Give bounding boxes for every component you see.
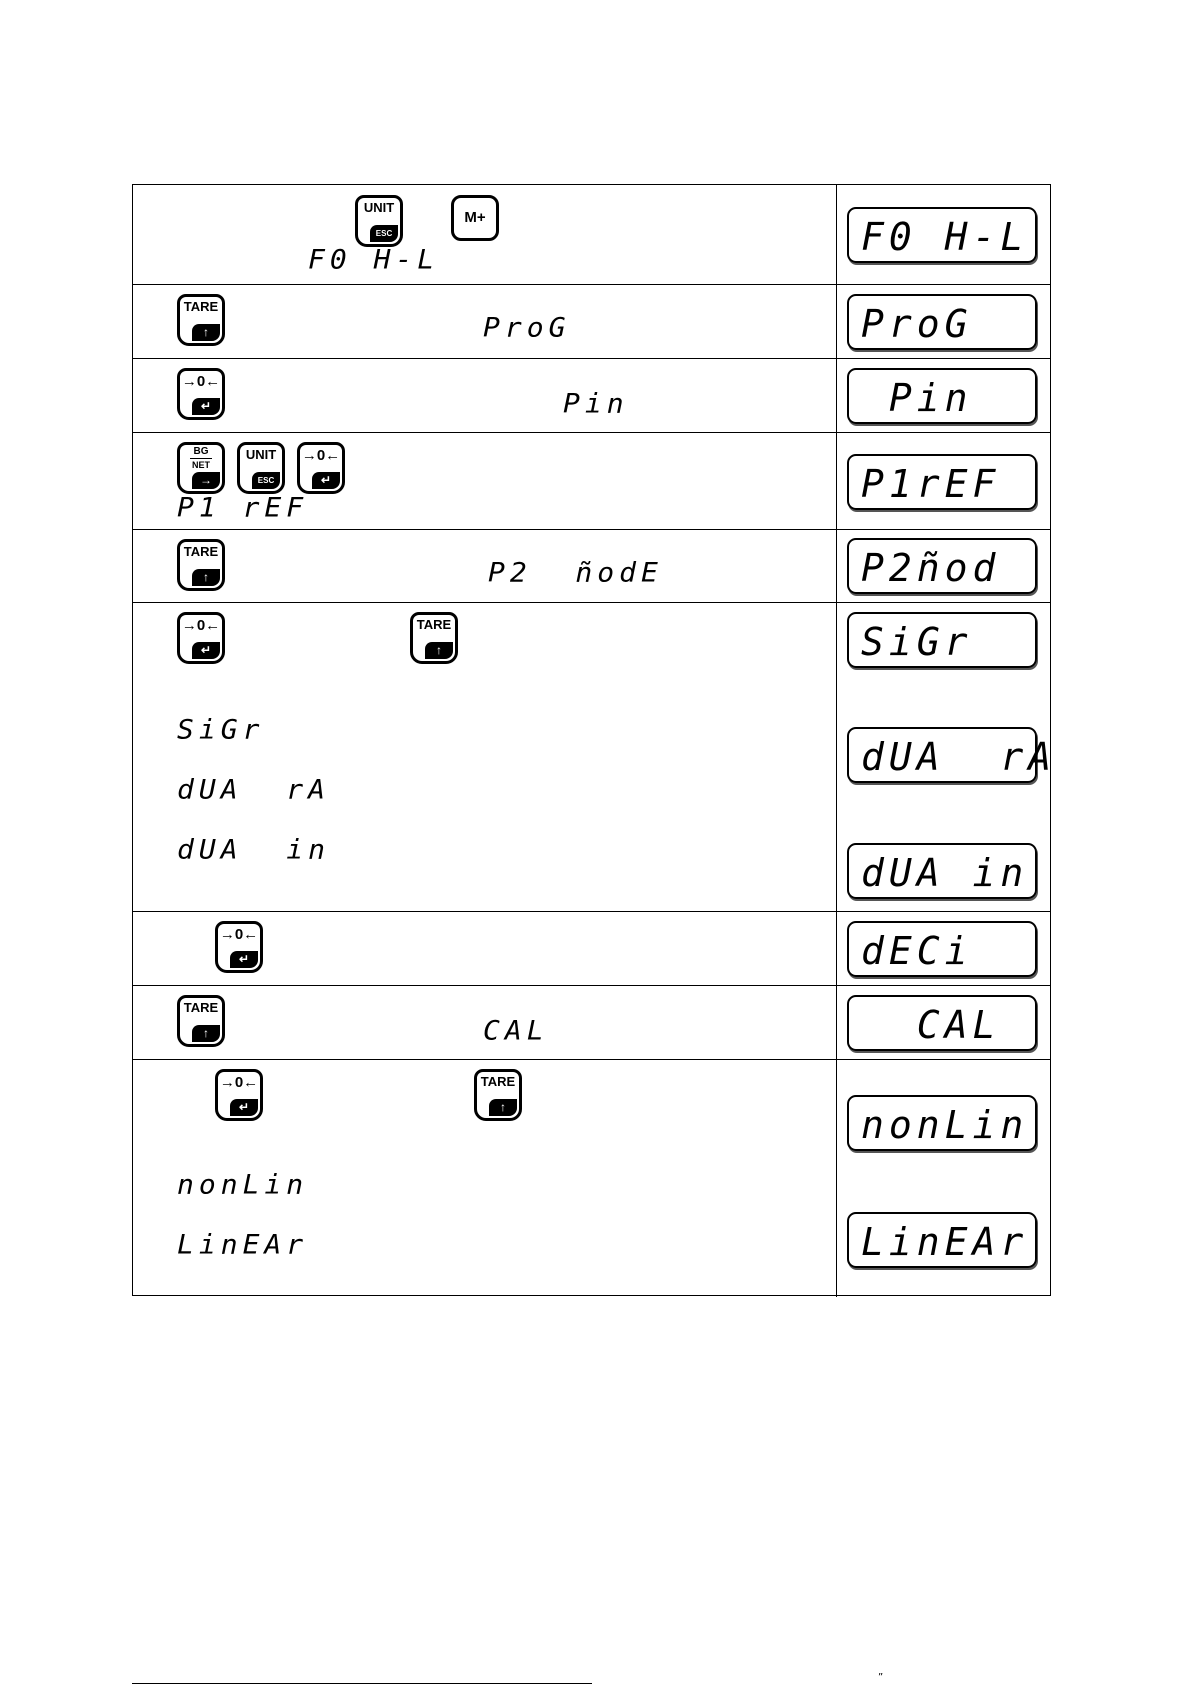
- table-row: [133, 985, 1050, 1059]
- table-row: [133, 284, 1050, 358]
- tare-key-icon: TARE ↑: [474, 1069, 522, 1121]
- lcd-display: LinEAr: [847, 1212, 1037, 1268]
- unit-esc-key-icon: UNIT ESC: [237, 442, 285, 494]
- lcd-display: P1rEF: [847, 454, 1037, 510]
- bg-net-key-icon: BG NET →: [177, 442, 225, 494]
- zero-enter-key-icon: →0← ↵: [297, 442, 345, 494]
- segment-text: dUA rA: [177, 773, 331, 806]
- lcd-display: dUA rA: [847, 727, 1037, 783]
- lcd-display: P2ñod: [847, 538, 1037, 594]
- m-plus-key-icon: M+: [451, 195, 499, 241]
- tare-key-icon: TARE ↑: [177, 294, 225, 346]
- column-divider: [836, 359, 837, 432]
- lcd-display: ProG: [847, 294, 1037, 350]
- segment-text: LinEAr: [177, 1228, 309, 1261]
- zero-enter-key-icon: →0← ↵: [215, 1069, 263, 1121]
- table-row: [133, 432, 1050, 529]
- lcd-display: F0 H-L: [847, 207, 1037, 263]
- segment-text: nonLin: [177, 1168, 309, 1201]
- table-row: [133, 358, 1050, 432]
- column-divider: [836, 986, 837, 1059]
- segment-text: dUA in: [177, 833, 331, 866]
- lcd-display: dECi: [847, 921, 1037, 977]
- column-divider: [836, 530, 837, 602]
- segment-text: ProG: [483, 311, 571, 344]
- segment-text: CAL: [483, 1014, 549, 1047]
- segment-text: Pin: [563, 387, 629, 420]
- tare-key-icon: TARE ↑: [177, 995, 225, 1047]
- lcd-display: SiGr: [847, 612, 1037, 668]
- column-divider: [836, 603, 837, 911]
- tare-key-icon: TARE ↑: [177, 539, 225, 591]
- footer-rule: [132, 1683, 592, 1684]
- lcd-display: CAL: [847, 995, 1037, 1051]
- segment-text: P2 ñodE: [488, 556, 663, 589]
- table-row: [133, 911, 1050, 985]
- column-divider: [836, 1060, 837, 1297]
- segment-text: F0 H-L: [308, 243, 440, 276]
- segment-text: P1 rEF: [177, 491, 309, 524]
- table-row: [133, 1059, 1050, 1297]
- column-divider: [836, 912, 837, 985]
- column-divider: [836, 185, 837, 284]
- segment-text: SiGr: [177, 713, 265, 746]
- table-row: [133, 529, 1050, 602]
- zero-enter-key-icon: →0← ↵: [177, 368, 225, 420]
- column-divider: [836, 433, 837, 529]
- table-row: [133, 602, 1057, 911]
- footer-mark: ”: [878, 1672, 884, 1683]
- zero-enter-key-icon: →0← ↵: [215, 921, 263, 973]
- table-row: [133, 185, 1050, 284]
- lcd-display: nonLin: [847, 1095, 1037, 1151]
- lcd-display: dUA in: [847, 843, 1037, 899]
- procedure-table: [132, 184, 1057, 1296]
- tare-key-icon: TARE ↑: [410, 612, 458, 664]
- zero-enter-key-icon: →0← ↵: [177, 612, 225, 664]
- lcd-display: Pin: [847, 368, 1037, 424]
- column-divider: [836, 285, 837, 358]
- unit-esc-key-icon: UNIT ESC: [355, 195, 403, 247]
